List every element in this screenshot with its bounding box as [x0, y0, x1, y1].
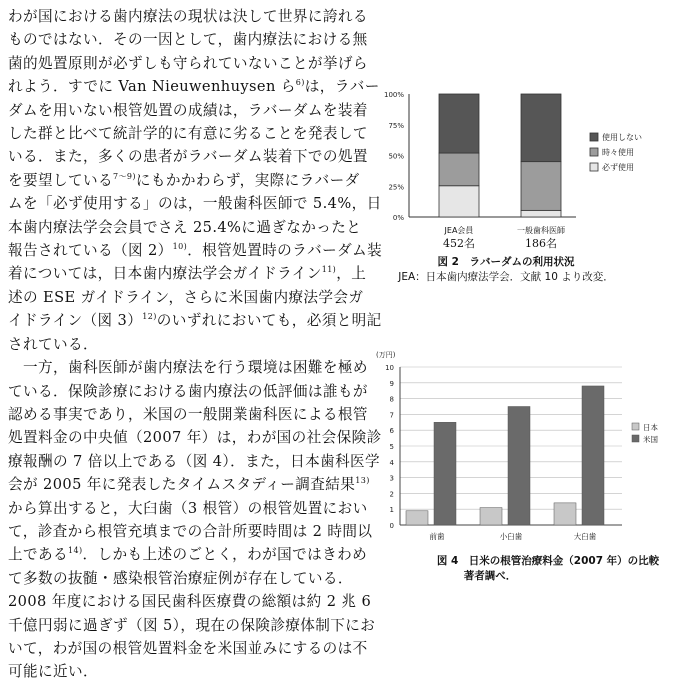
text-line	[8, 169, 361, 192]
y-tick-label: 10	[385, 364, 394, 372]
text-line	[8, 28, 368, 51]
legend-label: 時々使用	[602, 148, 634, 157]
text-line	[8, 403, 368, 426]
citation-superscript: 12)	[142, 312, 157, 322]
y-tick-label: 8	[389, 395, 394, 404]
text-line	[8, 75, 380, 98]
text-segment: 会が 2005 年に発表したタイムスタディー調査結果	[8, 476, 356, 494]
bar-segment	[521, 94, 561, 162]
text-segment: 報告されている（図 2）	[8, 242, 173, 260]
text-segment: いる．また，多くの患者がラバーダム装着下での処置	[8, 148, 368, 166]
bar	[508, 407, 530, 526]
category-count-label: 186名	[525, 237, 557, 250]
text-line	[8, 216, 361, 239]
legend-swatch	[590, 148, 598, 156]
text-segment: イドライン（図 3）	[8, 312, 143, 330]
category-count-label: 452名	[443, 237, 475, 250]
citation-superscript: 10)	[172, 242, 188, 252]
text-line	[8, 52, 368, 75]
text-line	[8, 122, 368, 145]
text-line	[8, 567, 361, 590]
x-category-label: 一般歯科医師	[517, 226, 565, 235]
text-segment: した群と比べて統計学的に有意に劣ることを発表して	[8, 125, 368, 143]
citation-superscript: 13)	[355, 476, 370, 486]
y-tick-label: 25%	[388, 183, 404, 192]
text-line	[8, 380, 368, 403]
text-segment: 2008 年度における国民歯科医療費の総額は約 2 兆 6	[8, 593, 372, 611]
legend-swatch	[632, 435, 639, 442]
text-line	[8, 614, 376, 637]
text-line	[8, 356, 368, 379]
text-segment: 処置料金の中央値（2007 年）は，わが国の社会保険診	[8, 429, 382, 447]
bar-segment	[439, 94, 479, 153]
figure-4-caption-note: 著者調べ．	[463, 570, 517, 582]
x-category-label: JEA会員	[444, 226, 474, 235]
legend-label: 必ず使用	[602, 163, 634, 172]
text-line	[8, 309, 382, 332]
text-segment: わが国における歯内療法の現状は決して世界に誇れる	[8, 8, 368, 25]
text-segment: ，上	[336, 265, 367, 283]
text-line	[8, 520, 373, 543]
x-category-label: 小臼歯	[499, 532, 523, 541]
text-line	[8, 5, 368, 28]
bar	[434, 422, 456, 525]
text-line	[8, 660, 361, 683]
text-line	[8, 262, 367, 285]
citation-superscript: 6)	[295, 78, 305, 88]
bar-segment	[439, 186, 479, 217]
citation-superscript: 7〜9)	[112, 171, 136, 181]
text-segment: 着については，日本歯内療法学会ガイドライン	[8, 265, 322, 283]
y-tick-label: 0%	[392, 214, 404, 222]
y-tick-label: 3	[389, 474, 394, 483]
text-line	[8, 426, 382, 449]
text-segment: ムを「必ず使用する」のは，一般歯科医師で 5.4%，日	[8, 195, 382, 213]
bar	[480, 508, 502, 525]
y-tick-label: 2	[389, 490, 394, 499]
citation-superscript: 11)	[321, 265, 337, 275]
text-segment: にもかかわらず，実際にラバーダ	[135, 171, 360, 189]
legend-label: 米国	[643, 435, 658, 444]
bar	[582, 386, 604, 525]
text-segment: 可能に近い．	[8, 663, 98, 681]
legend-label: 日本	[643, 423, 658, 432]
y-tick-label: 50%	[388, 152, 404, 161]
x-category-label: 前歯	[429, 532, 445, 541]
figure-2-caption-note: JEA：日本歯内療法学会．文献 10 より改変．	[398, 271, 614, 282]
bar-segment	[439, 153, 479, 186]
text-segment: 認める事実であり，米国の一般開業歯科医による根管	[8, 405, 368, 423]
text-line	[8, 239, 383, 262]
y-tick-label: 1	[389, 506, 394, 515]
x-category-label: 大臼歯	[573, 532, 597, 541]
text-segment: ものではない．その一因として，歯内療法における無	[8, 31, 368, 49]
legend-label: 使用しない	[602, 133, 642, 142]
text-segment: て，診査から根管充填までの合計所要時間は 2 時間以	[8, 522, 373, 540]
text-line	[8, 333, 361, 356]
y-tick-label: 100%	[383, 91, 404, 99]
legend-swatch	[632, 423, 639, 430]
figure-2-rubber-dam-usage-chart	[376, 82, 696, 282]
figure-2-caption-title: 図 2 ラバーダムの利用状況	[437, 256, 575, 268]
text-line	[8, 450, 381, 473]
text-segment: ている．保険診療における歯内療法の低評価は誰もが	[8, 382, 368, 400]
text-segment: は，ラバー	[304, 78, 380, 96]
text-line	[8, 99, 368, 122]
y-tick-label: 9	[389, 379, 394, 388]
y-axis-unit: (万円)	[376, 351, 396, 359]
y-tick-label: 7	[389, 411, 394, 420]
text-segment: 本歯内療法学会会員でさえ 25.4%に過ぎなかったと	[8, 218, 362, 236]
y-tick-label: 75%	[388, 121, 404, 130]
text-segment: されている．	[8, 335, 98, 353]
citation-superscript: 14)	[67, 546, 83, 556]
text-line	[8, 192, 382, 215]
bar-segment	[521, 210, 561, 217]
legend-swatch	[590, 133, 598, 141]
text-segment: 千億円弱に過ぎず（図 5），現在の保険診療体制下にお	[8, 616, 376, 634]
bar	[406, 511, 428, 525]
text-segment: ダムを用いない根管処置の成績は，ラバーダムを装着	[8, 101, 368, 119]
text-segment: いて，わが国の根管処置料金を米国並みにするのは不	[8, 639, 368, 657]
text-segment: 一方，歯科医師が歯内療法を行う環境は困難を極め	[8, 359, 368, 377]
text-line	[8, 497, 368, 520]
text-segment: ．しかも上述のごとく，わが国ではきわめ	[82, 546, 368, 564]
text-line	[8, 637, 368, 660]
text-segment: のいずれにおいても，必須と明記	[156, 312, 382, 330]
y-tick-label: 5	[389, 443, 394, 451]
text-segment: 上である	[8, 546, 68, 564]
y-tick-label: 0	[389, 522, 394, 530]
legend-swatch	[590, 163, 598, 171]
text-segment: て多数の抜髄・感染根管治療症例が存在している．	[8, 569, 353, 587]
text-line	[8, 590, 372, 613]
y-tick-label: 6	[389, 427, 394, 436]
text-segment: 療報酬の 7 倍以上である（図 4）．また，日本歯科医学	[8, 452, 381, 470]
text-line	[8, 543, 368, 566]
text-line	[8, 286, 364, 309]
text-segment: から算出すると，大臼歯（3 根管）の根管処置におい	[8, 499, 368, 517]
text-segment: 述の ESE ガイドライン，さらに米国歯内療法学会ガ	[8, 288, 364, 306]
text-line	[8, 145, 368, 168]
bar-segment	[521, 162, 561, 211]
figure-4-fee-comparison-chart	[372, 345, 698, 590]
y-tick-label: 4	[389, 458, 394, 467]
text-line	[8, 473, 370, 496]
bar	[554, 503, 576, 525]
text-segment: ．根管処置時のラバーダム装	[187, 242, 383, 260]
body-text	[8, 5, 383, 684]
text-segment: 菌的処置原則が必ずしも守られていないことが挙げら	[8, 54, 368, 72]
figure-4-caption-title: 図 4 日米の根管治療料金（2007 年）の比較	[436, 555, 660, 567]
text-segment: れよう．すでに Van Nieuwenhuysen ら	[8, 78, 296, 96]
text-segment: を要望している	[8, 171, 113, 189]
